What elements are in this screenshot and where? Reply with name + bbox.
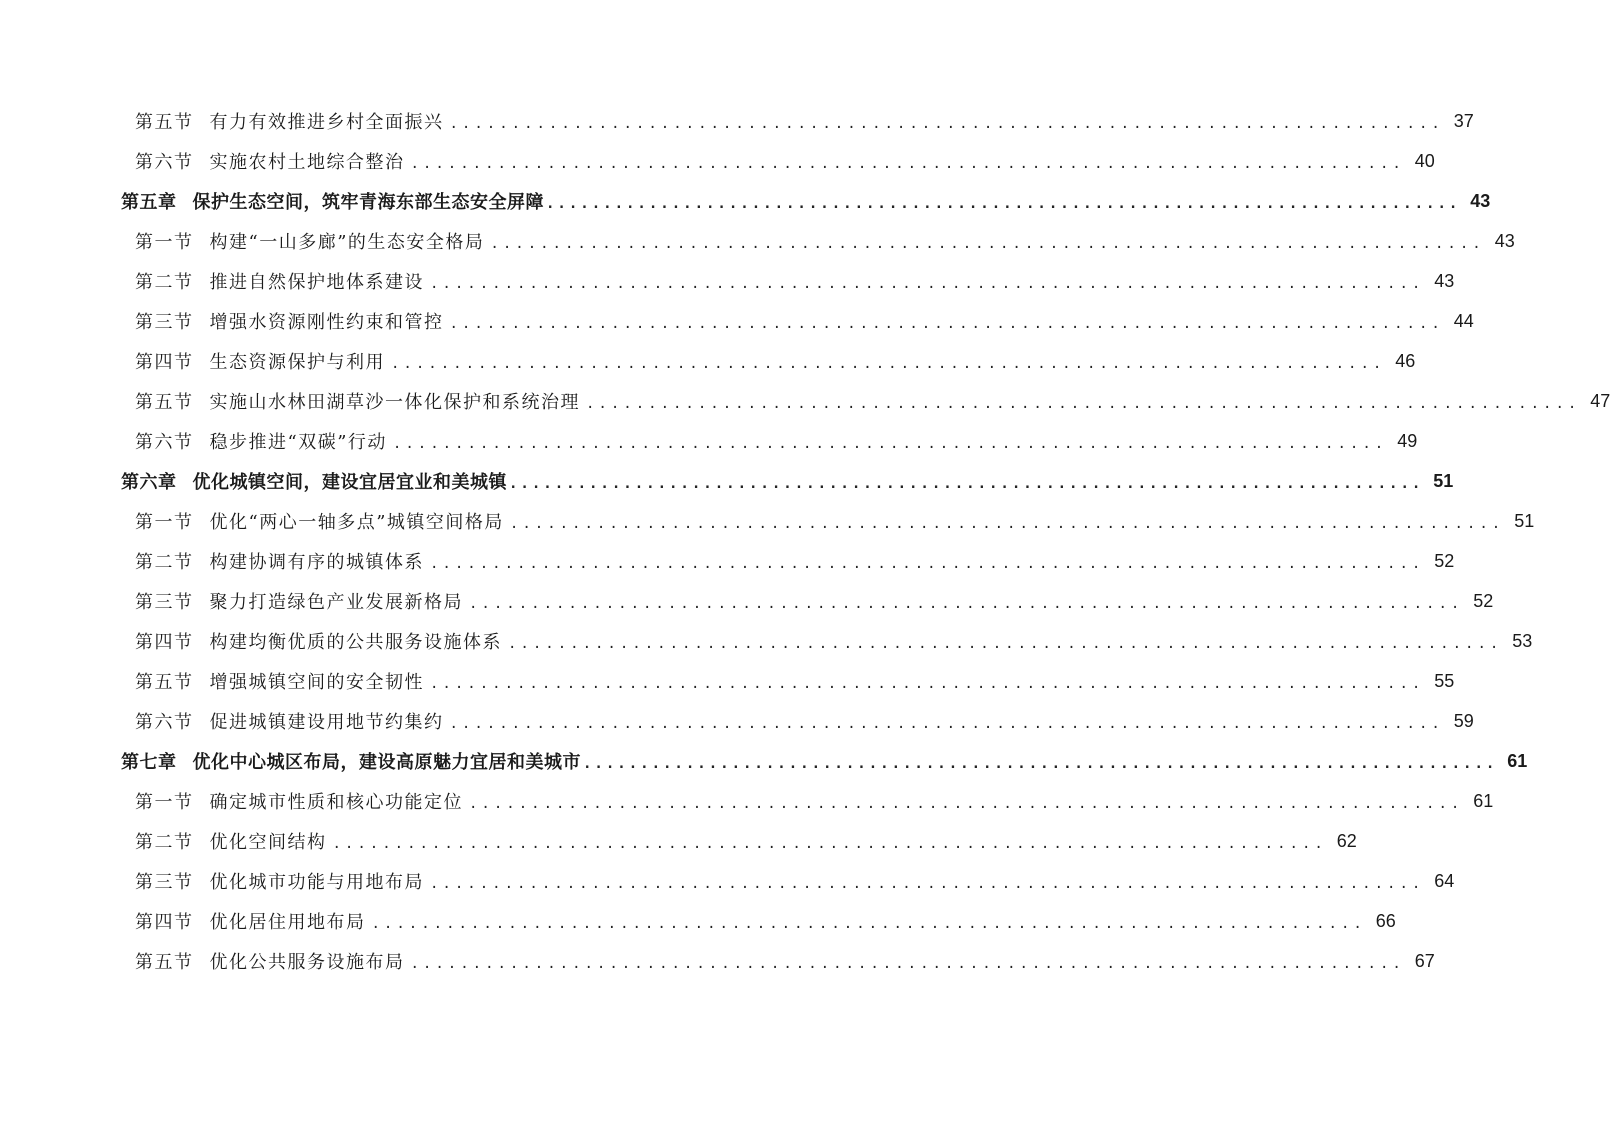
- entry-page-number: 52: [1434, 550, 1455, 571]
- entry-title: 优化“两心一轴多点”城镇空间格局: [209, 512, 504, 533]
- entry-title: 优化中心城区布局，建设高原魅力宜居和美城市: [192, 752, 581, 773]
- entry-page-number: 46: [1395, 350, 1416, 371]
- entry-title: 构建均衡优质的公共服务设施体系: [209, 632, 502, 653]
- entry-number: 第五节: [135, 112, 194, 133]
- entry-number: 第二节: [135, 832, 194, 853]
- entry-page-number: 44: [1453, 310, 1474, 331]
- entry-number: 第四节: [135, 632, 194, 653]
- entry-page-number: 62: [1336, 830, 1357, 851]
- toc-entry-section[interactable]: [0, 261, 1455, 301]
- leader-dots: ................................................................................: [430, 876, 1425, 892]
- entry-number: 第六节: [135, 152, 194, 173]
- leader-dots: ................................................................................: [449, 316, 1444, 332]
- toc-entry-section[interactable]: [0, 501, 1535, 541]
- entry-page-number: 37: [1453, 110, 1474, 131]
- entry-title: 推进自然保护地体系建设: [209, 272, 424, 293]
- entry-page-number: 43: [1470, 190, 1491, 211]
- entry-number: 第一节: [135, 232, 194, 253]
- entry-page-number: 61: [1507, 750, 1528, 771]
- toc-entry-section[interactable]: [0, 861, 1455, 901]
- entry-title: 增强城镇空间的安全韧性: [209, 672, 424, 693]
- entry-title: 优化空间结构: [209, 832, 327, 853]
- toc-entry-section[interactable]: [0, 781, 1494, 821]
- entry-page-number: 49: [1397, 430, 1418, 451]
- leader-dots: ................................................................................: [586, 396, 1581, 412]
- entry-number: 第四节: [135, 352, 194, 373]
- entry-page-number: 61: [1473, 790, 1494, 811]
- toc-entry-section[interactable]: [0, 101, 1474, 141]
- toc-entry-section[interactable]: [0, 421, 1418, 461]
- leader-dots: ................................................................................: [509, 516, 1505, 532]
- entry-number: 第六节: [135, 432, 194, 453]
- entry-title: 生态资源保护与利用: [209, 352, 385, 373]
- entry-title: 促进城镇建设用地节约集约: [209, 712, 444, 733]
- leader-dots: ................................................................................: [371, 916, 1366, 932]
- entry-page-number: 51: [1433, 470, 1454, 491]
- entry-number: 第三节: [135, 872, 194, 893]
- entry-number: 第五章: [121, 192, 177, 213]
- entry-page-number: 40: [1414, 150, 1435, 171]
- entry-title: 优化城市功能与用地布局: [209, 872, 424, 893]
- entry-title: 有力有效推进乡村全面振兴: [209, 112, 444, 133]
- entry-page-number: 47: [1590, 390, 1610, 411]
- entry-title: 确定城市性质和核心功能定位: [209, 792, 463, 813]
- entry-page-number: 43: [1434, 270, 1455, 291]
- entry-number: 第二节: [135, 552, 194, 573]
- leader-dots: ................................................................................: [430, 556, 1425, 572]
- entry-title: 优化城镇空间，建设宜居宜业和美城镇: [192, 472, 507, 493]
- leader-dots: ................................................................................: [430, 676, 1425, 692]
- entry-page-number: 55: [1434, 670, 1455, 691]
- leader-dots: ................................................................................: [430, 276, 1425, 292]
- toc-entry-section[interactable]: [0, 701, 1474, 741]
- entry-title: 优化居住用地布局: [209, 912, 366, 933]
- entry-page-number: 52: [1473, 590, 1494, 611]
- toc-entry-section[interactable]: [0, 621, 1533, 661]
- entry-title: 优化公共服务设施布局: [209, 952, 405, 973]
- toc-entry-section[interactable]: [0, 381, 1610, 421]
- toc-entry-section[interactable]: [0, 581, 1494, 621]
- toc-entry-section[interactable]: [0, 301, 1474, 341]
- leader-dots: ................................................................................: [449, 116, 1444, 132]
- entry-number: 第五节: [135, 672, 194, 693]
- table-of-contents: [0, 101, 1610, 981]
- entry-page-number: 66: [1375, 910, 1396, 931]
- entry-title: 构建协调有序的城镇体系: [209, 552, 424, 573]
- toc-entry-section[interactable]: [0, 821, 1357, 861]
- entry-page-number: 59: [1453, 710, 1474, 731]
- toc-entry-section[interactable]: [0, 941, 1435, 981]
- leader-dots: ................................................................................: [391, 356, 1386, 372]
- entry-number: 第五节: [135, 392, 194, 413]
- entry-number: 第一节: [135, 792, 194, 813]
- toc-entry-section[interactable]: [0, 141, 1435, 181]
- entry-page-number: 53: [1512, 630, 1533, 651]
- entry-title: 聚力打造绿色产业发展新格局: [209, 592, 463, 613]
- leader-dots: ................................................................................: [392, 436, 1388, 452]
- toc-entry-section[interactable]: [0, 221, 1515, 261]
- leader-dots: ................................................................................: [449, 716, 1444, 732]
- leader-dots: ................................................................................: [509, 476, 1424, 492]
- leader-dots: ................................................................................: [583, 756, 1498, 772]
- toc-entry-chapter[interactable]: [0, 461, 1454, 501]
- leader-dots: ................................................................................: [410, 156, 1405, 172]
- entry-title: 增强水资源刚性约束和管控: [209, 312, 444, 333]
- entry-title: 稳步推进“双碳”行动: [209, 432, 387, 453]
- entry-page-number: 51: [1514, 510, 1535, 531]
- entry-number: 第六节: [135, 712, 194, 733]
- toc-entry-chapter[interactable]: [0, 181, 1491, 221]
- entry-title: 实施山水林田湖草沙一体化保护和系统治理: [209, 392, 580, 413]
- toc-entry-section[interactable]: [0, 661, 1455, 701]
- entry-number: 第五节: [135, 952, 194, 973]
- entry-number: 第七章: [121, 752, 177, 773]
- entry-title: 实施农村土地综合整治: [209, 152, 405, 173]
- leader-dots: ................................................................................: [332, 836, 1327, 852]
- leader-dots: ................................................................................: [508, 636, 1503, 652]
- entry-title: 构建“一山多廊”的生态安全格局: [209, 232, 485, 253]
- entry-number: 第二节: [135, 272, 194, 293]
- leader-dots: ................................................................................: [469, 796, 1464, 812]
- leader-dots: ................................................................................: [490, 236, 1485, 252]
- entry-number: 第三节: [135, 592, 194, 613]
- toc-entry-section[interactable]: [0, 341, 1416, 381]
- entry-page-number: 64: [1434, 870, 1455, 891]
- toc-entry-section[interactable]: [0, 541, 1455, 581]
- leader-dots: ................................................................................: [410, 956, 1405, 972]
- leader-dots: ................................................................................: [546, 196, 1461, 212]
- toc-entry-section[interactable]: [0, 901, 1396, 941]
- leader-dots: ................................................................................: [469, 596, 1464, 612]
- entry-number: 第六章: [121, 472, 177, 493]
- entry-number: 第三节: [135, 312, 194, 333]
- toc-entry-chapter[interactable]: [0, 741, 1528, 781]
- entry-title: 保护生态空间，筑牢青海东部生态安全屏障: [192, 192, 544, 213]
- entry-page-number: 43: [1494, 230, 1515, 251]
- entry-page-number: 67: [1414, 950, 1435, 971]
- entry-number: 第一节: [135, 512, 194, 533]
- entry-number: 第四节: [135, 912, 194, 933]
